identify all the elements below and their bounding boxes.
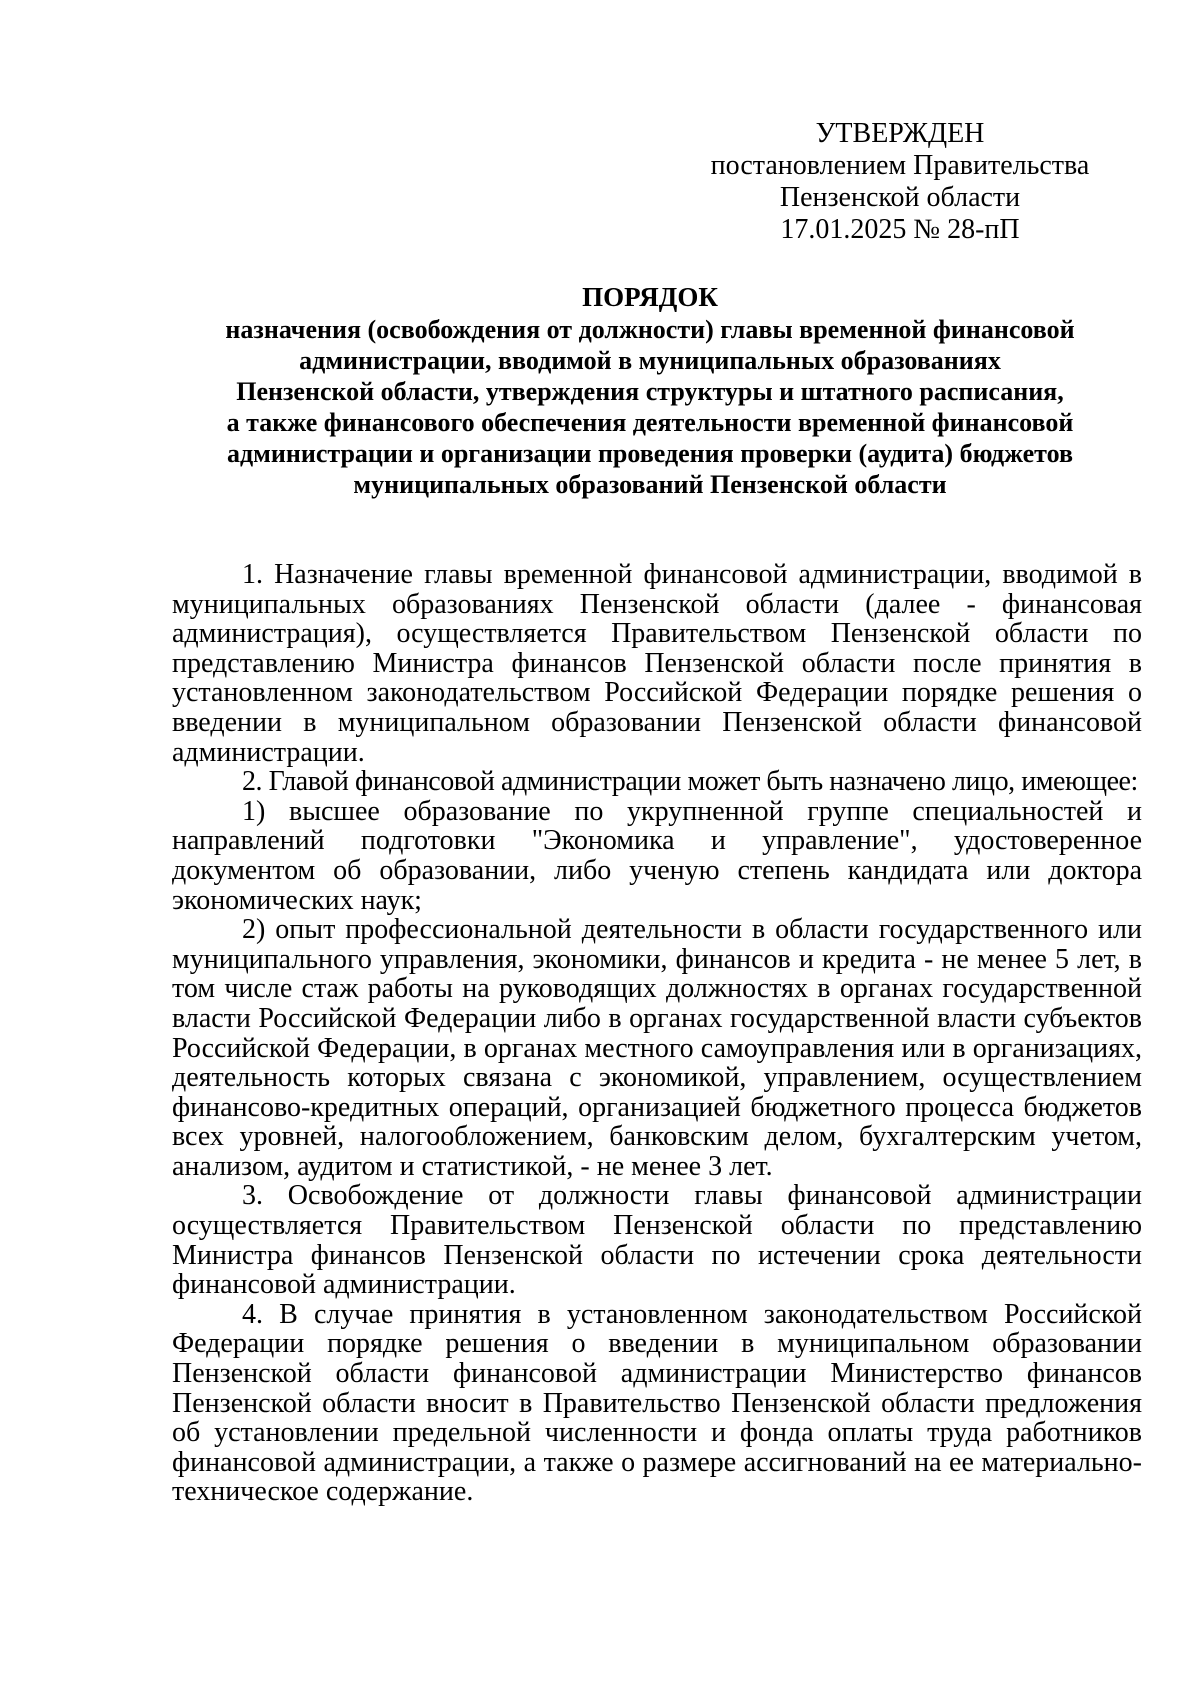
paragraph-3: 3. Освобождение от должности главы финансовой администрации осуществляется Правительством Пензенской области по представлению Министра финансов Пензенской области по истечении срока деятельности финансовой администрации.: [172, 1180, 1142, 1301]
paragraph-2-item-1: 1) высшее образование по укрупненной группе специальностей и направлений подготовки "Экономика и управление", удостоверенное документом об образовании, либо ученую степень кандидата или доктора экономических наук;: [172, 795, 1142, 916]
document-title-line: администрации и организации проведения проверки (аудита) бюджетов: [227, 439, 1073, 468]
document-body: [172, 560, 1142, 1507]
document-title-line: назначения (освобождения от должности) главы временной финансовой: [225, 315, 1075, 344]
document-title-line: муниципальных образований Пензенской области: [353, 470, 947, 499]
approval-title: УТВЕРЖДЕН: [815, 118, 985, 149]
paragraph-4: 4. В случае принятия в установленном законодательством Российской Федерации порядке решения о введении в муниципальном образовании Пензенской области финансовой администрации Министерство финансов Пензенской области вносит в Правительство Пензенской области предложения об установлении предельной численности и фонда оплаты труда работников финансовой администрации, а также о размере ассигнований на ее материально-техническое содержание.: [172, 1298, 1142, 1508]
paragraph-1: 1. Назначение главы временной финансовой администрации, вводимой в муниципальных образованиях Пензенской области (далее - финансовая администрация), осуществляется Правительством Пензенской области по представлению Министра финансов Пензенской области после принятия в установленном законодательством Российской Федерации порядке решения о введении в муниципальном образовании Пензенской области финансовой администрации.: [172, 559, 1142, 768]
paragraph-2-item-2: 2) опыт профессиональной деятельности в области государственного или муниципального управления, экономики, финансов и кредита - не менее 5 лет, в том числе стаж работы на руководящих должностях в органах государственной власти Российской Федерации либо в органах государственной власти субъектов Российской Федерации, в органах местного самоуправления или в организациях, деятельность которых связана с экономикой, управлением, осуществлением финансово-кредитных операций, организацией бюджетного процесса бюджетов всех уровней, налогообложением, банковским делом, бухгалтерским учетом, анализом, аудитом и статистикой, - не менее 3 лет.: [172, 914, 1142, 1182]
approval-region: Пензенской области: [779, 182, 1021, 213]
approval-date-number: 17.01.2025 № 28-пП: [780, 214, 1020, 245]
document-title: [172, 282, 1128, 500]
paragraph-2: 2. Главой финансовой администрации может быть назначено лицо, имеющее:: [242, 766, 1138, 798]
document-title-line: администрации, вводимой в муниципальных образованиях: [299, 346, 1001, 375]
approval-resolution: постановлением Правительства: [710, 150, 1090, 181]
document-title-line: а также финансового обеспечения деятельности временной финансовой: [226, 408, 1074, 437]
document-title-main: ПОРЯДОК: [582, 282, 718, 312]
approval-stamp: [690, 118, 1110, 246]
document-title-line: Пензенской области, утверждения структуры и штатного расписания,: [236, 377, 1064, 406]
